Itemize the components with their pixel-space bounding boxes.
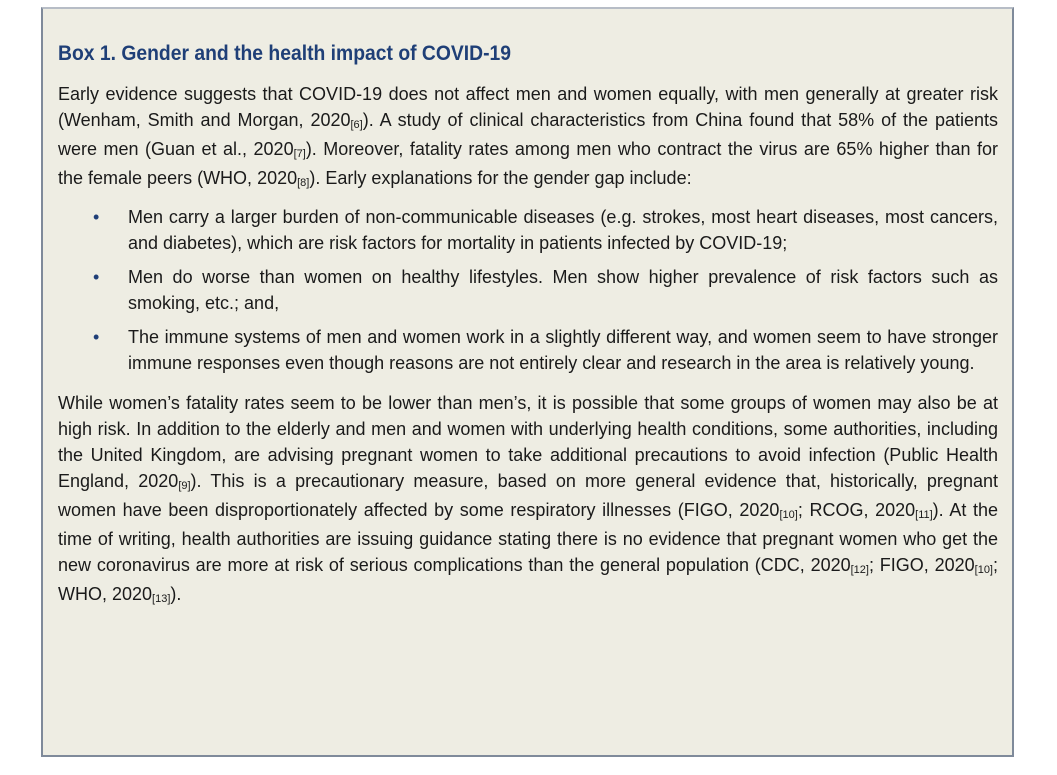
citation-ref[interactable]: [10] [779,509,798,521]
paragraph-women-risk [58,390,998,610]
list-item [58,324,998,376]
citation-ref[interactable]: [13] [152,593,171,605]
list-item [58,204,998,256]
info-box [41,7,1014,757]
paragraph-intro [58,81,998,194]
bullet-icon: • [93,327,100,347]
bullet-icon: • [93,207,100,227]
citation-ref[interactable]: [6] [350,119,363,131]
list-item-text: Men carry a larger burden of non-communicable diseases (e.g. strokes, most heart diseases, most cancers, and diabetes), which are risk factors for mortality in patients infected by COVID-19; [128,207,998,253]
citation-ref[interactable]: [8] [297,177,310,189]
list-item-text: The immune systems of men and women work in a slightly different way, and women seem to have stronger immune responses even though reasons are not entirely clear and research in the area is relatively young. [128,327,998,373]
citation-ref[interactable]: [9] [178,480,191,492]
text-segment: ; FIGO, 2020 [868,555,975,575]
text-segment: ; WHO, 2020 [58,555,999,604]
bullet-list [58,204,998,376]
text-segment: ). This is a precautionary measure, based on more general evidence that, historically, pregnant women have been disproportionately affected by some respiratory illnesses (FIGO, 2020 [58,471,998,520]
text-segment: While women’s fatality rates seem to be lower than men’s, it is possible that some groups of women may also be at high risk. In addition to the elderly and men and women with underlying health conditions, some authorities, including the United Kingdom, are advising pregnant women to take additional precautions to avoid infection (Public Health England, 2020 [58,393,998,491]
bullet-icon: • [93,267,100,287]
text-segment: ). Moreover, fatality rates among men who contract the virus are 65% higher than for the female peers (WHO, 2020 [58,139,998,188]
box-title: Box 1. Gender and the health impact of COVID-19 [58,42,512,65]
list-item-text: Men do worse than women on healthy lifestyles. Men show higher prevalence of risk factors such as smoking, etc.; and, [128,267,998,313]
citation-ref[interactable]: [7] [293,148,306,160]
text-segment: ). [170,584,182,604]
citation-ref[interactable]: [10] [974,564,993,576]
text-segment: ). Early explanations for the gender gap include: [309,168,692,188]
citation-ref[interactable]: [11] [915,509,933,521]
list-item [58,264,998,316]
citation-ref[interactable]: [12] [850,564,869,576]
text-segment: Early evidence suggests that COVID-19 does not affect men and women equally, with men generally at greater risk (Wenham, Smith and Morgan, 2020 [58,84,998,130]
text-segment: ; RCOG, 2020 [797,500,916,520]
text-segment: ). At the time of writing, health authorities are issuing guidance stating there is no evidence that pregnant women who get the new coronavirus are more at risk of serious complications than the general population (CDC, 2020 [58,500,998,575]
text-segment: ). A study of clinical characteristics from China found that 58% of the patients were men (Guan et al., 2020 [58,110,998,159]
